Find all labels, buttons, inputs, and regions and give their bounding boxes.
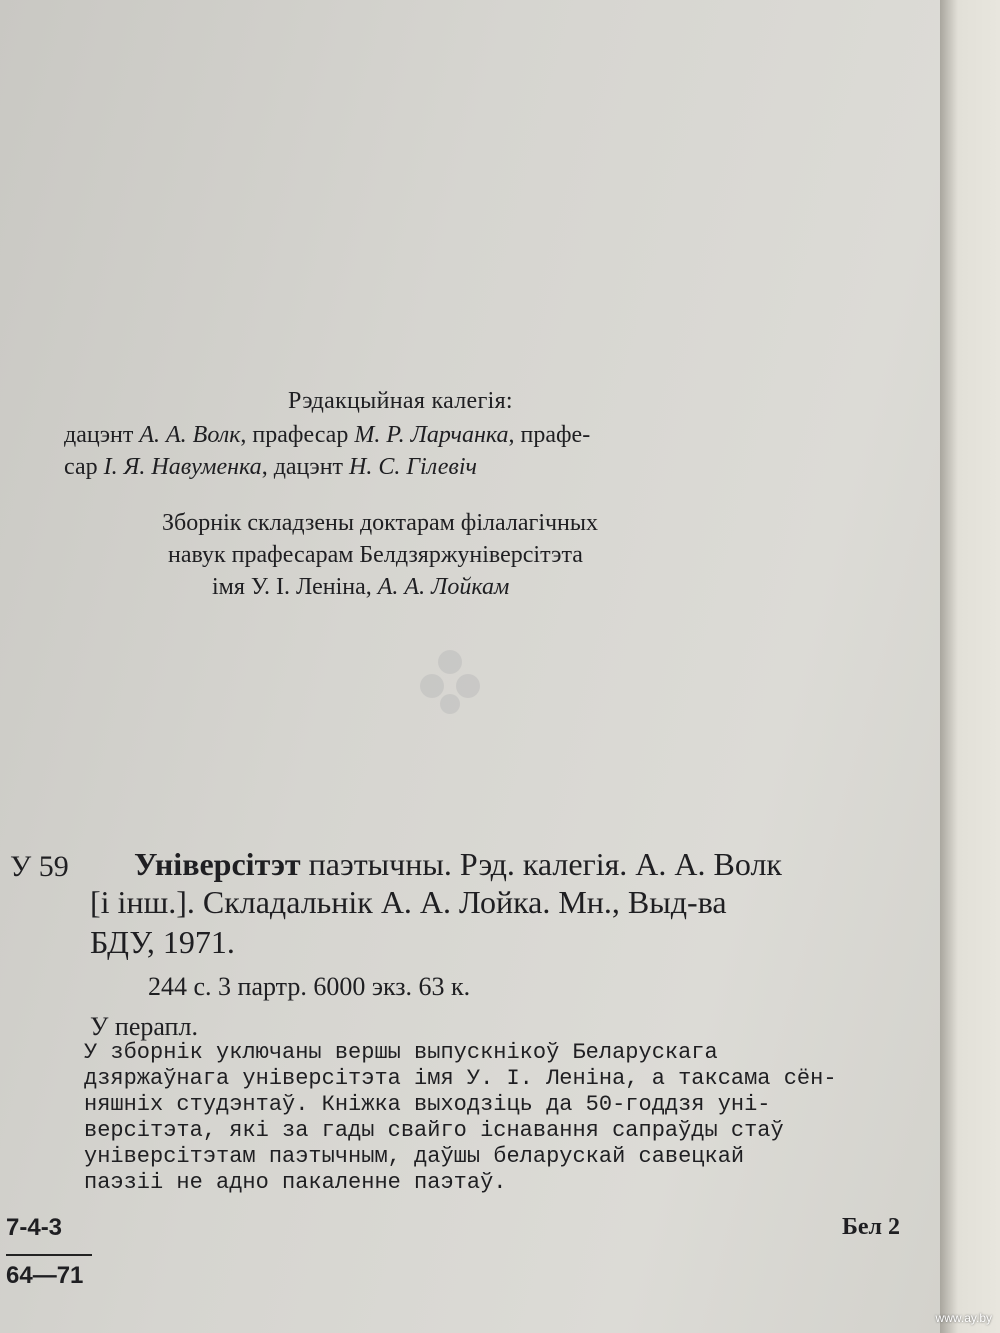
bibliographic-line-1: [134, 846, 782, 883]
annotation-line: паэзіі не адно пакаленне паэтаў.: [84, 1170, 507, 1195]
binding-note: У перапл.: [90, 1012, 198, 1041]
compiler-seg: імя У. І. Леніна,: [212, 574, 378, 600]
library-code: У 59: [10, 850, 69, 883]
ornament-show-through-icon: [410, 640, 490, 720]
annotation-line: універсітэтам паэтычным, даўшы беларускай савецкай: [84, 1144, 745, 1169]
language-index: Бел 2: [842, 1214, 900, 1240]
book-title: Універсітэт: [134, 846, 301, 882]
page-edge: [940, 0, 1000, 1333]
compiler-name: А. А. Лойкам: [377, 574, 510, 600]
site-watermark: www.ay.by: [935, 1311, 992, 1325]
editorial-seg: , прафесар: [240, 422, 355, 448]
physical-description: 244 с. 3 партр. 6000 экз. 63 к.: [148, 972, 471, 1001]
annotation-line: няшніх студэнтаў. Кніжка выходзіць да 50-годдзя уні-: [84, 1092, 771, 1117]
editor-name: І. Я. Навуменка: [103, 454, 262, 480]
fraction-rule: [6, 1254, 92, 1256]
editorial-seg: дацэнт: [64, 422, 140, 448]
annotation-line: версітэта, які за гады свайго існавання сапраўды стаў: [84, 1118, 784, 1143]
bibliographic-line-2: [і інш.]. Складальнік А. А. Лойка. Мн., Выд-ва: [90, 884, 727, 920]
annotation-line: У зборнік уключаны вершы выпускнікоў Беларускага: [84, 1040, 718, 1065]
editorial-board-line-2: [64, 454, 477, 481]
bibliographic-seg: паэтычны. Рэд. калегія. А. А. Волк: [300, 846, 782, 882]
compiler-line-3: [212, 574, 509, 601]
classification-denominator: 64—71: [6, 1262, 84, 1289]
editor-name: М. Р. Ларчанка: [354, 422, 509, 448]
classification-numerator: 7-4-3: [6, 1214, 63, 1241]
compiler-line-1: Зборнік складзены доктарам філалагічных: [162, 510, 599, 536]
editor-name: Н. С. Гілевіч: [349, 454, 477, 480]
annotation: [84, 1040, 918, 1196]
editorial-board-heading: Рэдакцыйная калегія:: [288, 388, 513, 414]
editorial-seg: , дацэнт: [261, 454, 350, 480]
editorial-board-line-1: [64, 422, 590, 449]
compiler-line-2: навук прафесарам Белдзяржуніверсітэта: [168, 542, 583, 568]
bibliographic-line-3: БДУ, 1971.: [90, 924, 235, 960]
editor-name: А. А. Волк: [139, 422, 241, 448]
annotation-line: дзяржаўнага універсітэта імя У. І. Леніна, а таксама сён-: [84, 1066, 837, 1091]
editorial-seg: , прафе-: [508, 422, 591, 448]
editorial-seg: сар: [64, 454, 104, 480]
